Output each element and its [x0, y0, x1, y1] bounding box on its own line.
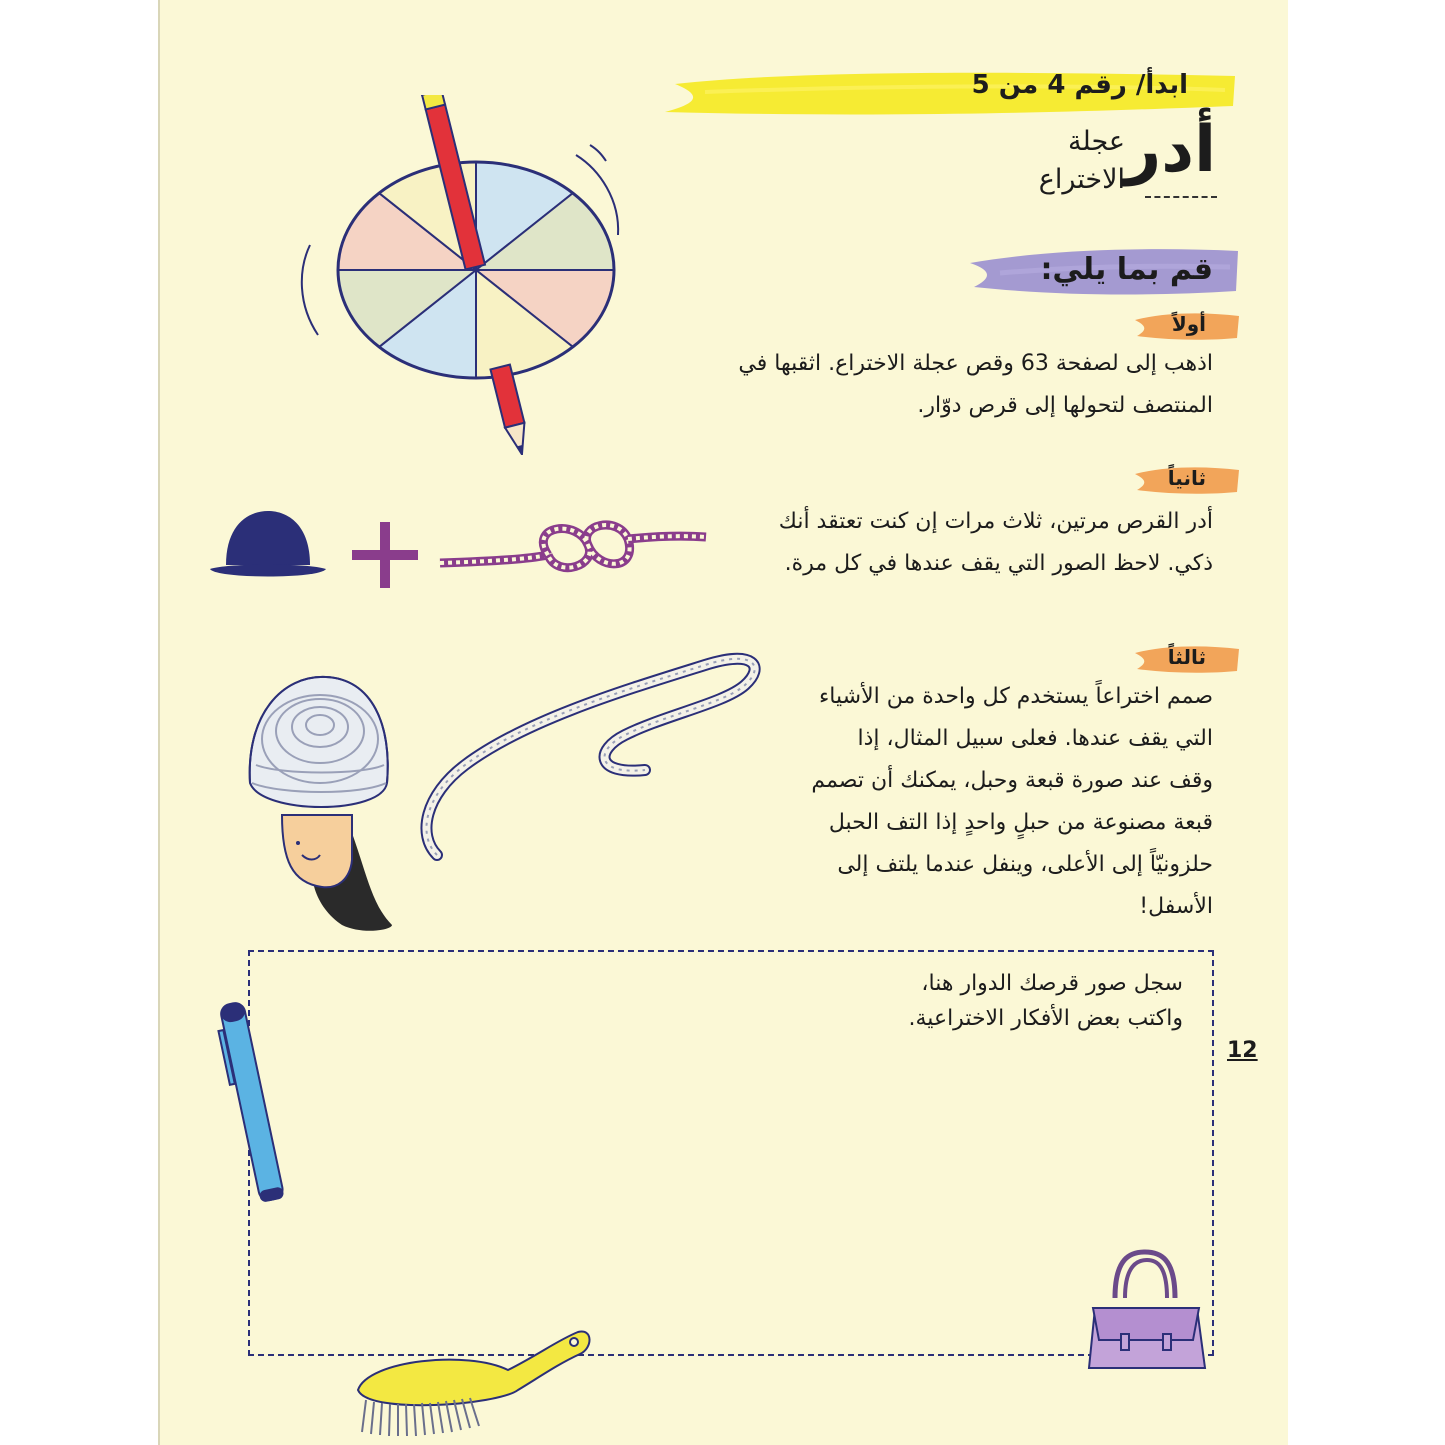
coiled-rope-hat-girl-icon	[242, 655, 402, 935]
bowler-hat-icon	[208, 505, 328, 585]
rope-knot-icon	[438, 515, 708, 585]
step-2-line-1: أدر القرص مرتين، ثلاث مرات إن كنت تعتقد أنك	[778, 509, 1213, 534]
page-number: 12	[1227, 1038, 1258, 1063]
step-3-line-6: الأسفل!	[1139, 894, 1213, 919]
step-1-label: أولاً	[1171, 312, 1206, 336]
instructions-title: قم بما يلي:	[1040, 252, 1213, 287]
step-3-line-5: حلزونيّاً إلى الأعلى، وينفل عندما يلتف إلى	[837, 852, 1213, 877]
brush-icon	[348, 1320, 593, 1440]
title-dashed-underline	[1145, 196, 1217, 198]
pen-icon	[210, 995, 300, 1210]
step-2-line-2: ذكي. لاحظ الصور التي يقف عندها في كل مرة.	[784, 551, 1213, 576]
step-1-line-1: اذهب إلى لصفحة 63 وقص عجلة الاختراع. اثقبها في	[738, 351, 1213, 376]
activity-banner: ابدأ/ رقم 4 من 5	[971, 70, 1188, 100]
step-3-line-1: صمم اختراعاً يستخدم كل واحدة من الأشياء	[818, 684, 1213, 709]
notes-line-2: واكتب بعض الأفكار الاختراعية.	[908, 1006, 1183, 1031]
step-3-label: ثالثاً	[1167, 645, 1206, 669]
handbag-icon	[1085, 1248, 1210, 1373]
step-2-label: ثانياً	[1167, 466, 1206, 490]
step-3-line-3: وقف عند صورة قبعة وحبل، يمكنك أن تصمم	[811, 768, 1213, 793]
step-1-text	[653, 343, 1213, 427]
worksheet-page	[158, 0, 1288, 1445]
step-1-line-2: المنتصف لتحولها إلى قرص دوّار.	[917, 393, 1213, 418]
plus-icon	[350, 520, 420, 590]
step-2-text	[653, 501, 1213, 585]
spinning-wheel-pencil-icon	[280, 95, 670, 455]
rope-icon	[415, 645, 775, 875]
page-title: أدر	[1124, 113, 1216, 187]
page-subtitle-line-2: الاختراع	[1038, 164, 1125, 195]
step-3-line-2: التي يقف عندها. فعلى سبيل المثال، إذا	[857, 726, 1213, 751]
notes-box-instruction	[783, 966, 1183, 1036]
step-3-text	[743, 676, 1213, 928]
step-3-line-4: قبعة مصنوعة من حبلٍ واحدٍ إذا التف الحبل	[828, 810, 1213, 835]
notes-line-1: سجل صور قرصك الدوار هنا،	[921, 971, 1183, 996]
page-subtitle-line-1: عجلة	[1068, 126, 1125, 157]
